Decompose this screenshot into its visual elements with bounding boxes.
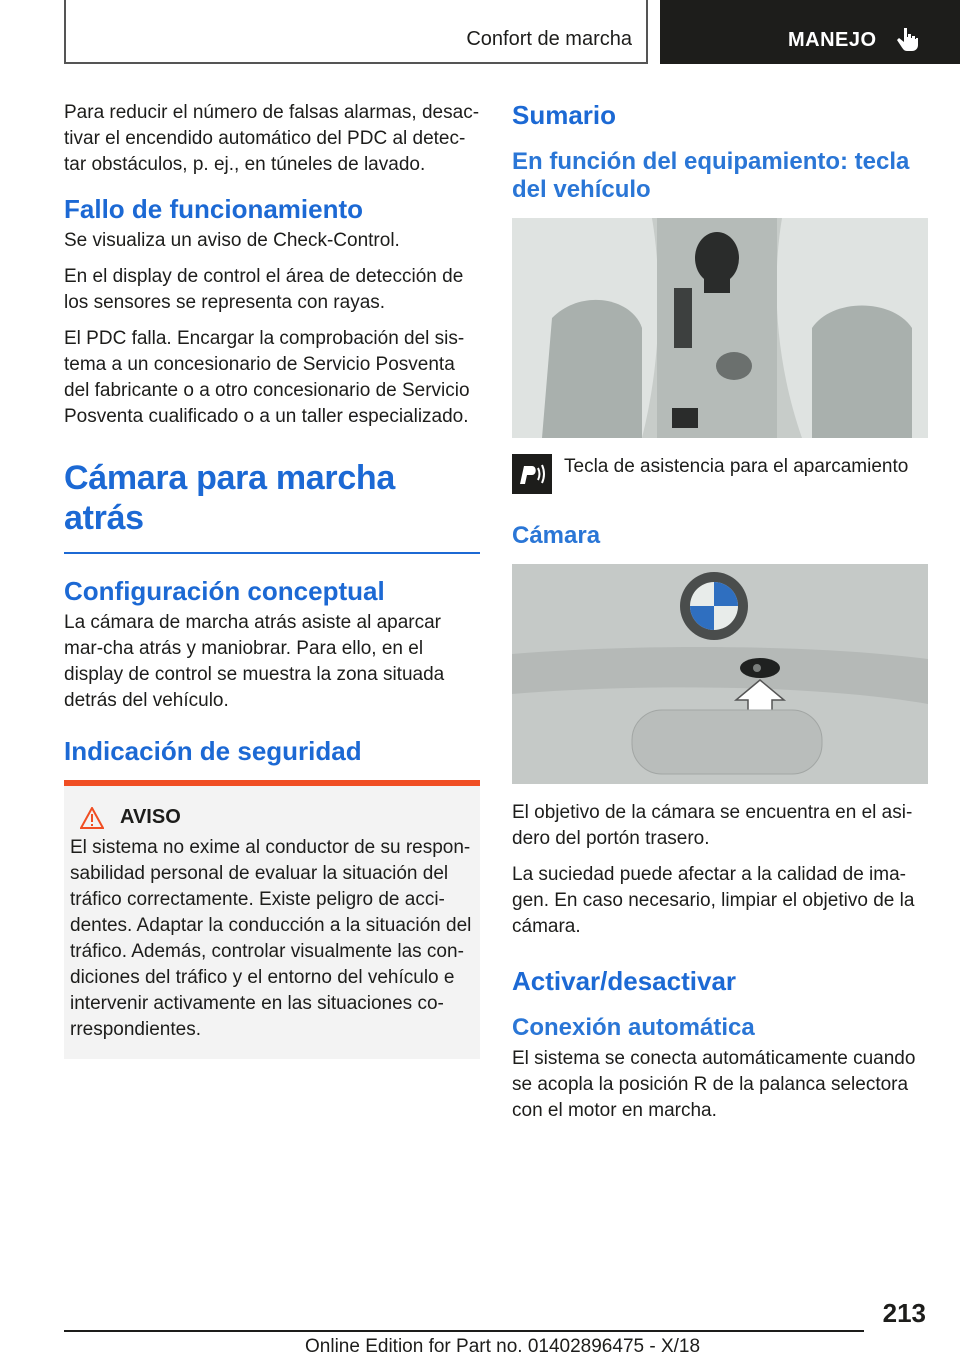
tailgate-photo: [512, 564, 928, 784]
camera-paragraph-1: El objetivo de la cámara se encuentra en el asi-dero del portón trasero.: [512, 802, 913, 849]
parking-assist-button-icon: [512, 454, 552, 494]
concept-heading: Configuración conceptual: [64, 576, 385, 606]
fault-paragraph-2: En el display de control el área de detección de los sensores se representa con rayas.: [64, 266, 464, 313]
concept-paragraph: La cámara de marcha atrás asiste al aparcar mar-cha atrás y maniobrar. Para ello, en el display de control se muestra la zona situada detrás del vehículo.: [64, 612, 445, 711]
warning-box: [64, 780, 480, 1059]
camera-chapter-heading: Cámara para marcha atrás: [64, 458, 480, 554]
warning-header: [70, 806, 472, 829]
auto-connect-heading: Conexión automática: [512, 1014, 755, 1041]
warning-triangle-icon: [80, 807, 104, 829]
tailgate-camera-illustration: [512, 564, 928, 784]
equipment-heading: En función del equipamiento: tecla del vehículo: [512, 148, 910, 203]
warning-title: AVISO: [120, 806, 181, 828]
page-number: 213: [882, 1298, 926, 1328]
chapter-title: MANEJO: [788, 29, 877, 51]
hand-pointer-icon: [896, 26, 920, 52]
footer-divider: [64, 1330, 864, 1332]
center-console-illustration: [512, 218, 928, 438]
camera-paragraph-2: La suciedad puede afectar a la calidad de ima-gen. En caso necesario, limpiar el objetivo de la cámara.: [512, 864, 915, 937]
console-photo: [512, 218, 928, 438]
warning-text: El sistema no exime al conductor de su respon-sabilidad personal de evaluar la situación del tráfico correctamente. Existe peligro de acci-dentes. Adaptar la conducción a la situación del tráfico. Además, controlar visualmente las con-diciones del tráfico y el entorno del vehículo e intervenir activamente en las situaciones co-rrespondientes.: [70, 837, 472, 1040]
fault-heading: Fallo de funcionamiento: [64, 194, 364, 224]
auto-connect-paragraph: El sistema se conecta automáticamente cuando se acopla la posición R de la palanca selectora con el motor en marcha.: [512, 1048, 916, 1121]
button-caption: [512, 454, 928, 494]
activate-heading: Activar/desactivar: [512, 966, 737, 996]
section-title: Confort de marcha: [466, 28, 632, 50]
safety-heading: Indicación de seguridad: [64, 736, 362, 766]
fault-paragraph-3: El PDC falla. Encargar la comprobación del sis-tema a un concesionario de Servicio Posventa del fabricante o a otro concesionario de Servicio Posventa cualificado o a un taller especializado.: [64, 328, 470, 427]
button-caption-text: Tecla de asistencia para el aparcamiento: [564, 456, 909, 477]
right-column: [512, 100, 928, 1134]
header-section-box: [64, 0, 648, 64]
camera-heading: Cámara: [512, 522, 601, 549]
header-chapter-box: [660, 0, 960, 64]
edition-note: Online Edition for Part no. 01402896475 - X/18: [305, 1336, 701, 1357]
fault-paragraph-1: Se visualiza un aviso de Check-Control.: [64, 230, 400, 251]
summary-heading: Sumario: [512, 100, 617, 130]
intro-paragraph: Para reducir el número de falsas alarmas, desac-tivar el encendido automático del PDC al detec-tar obstáculos, p. ej., en túneles de lavado.: [64, 102, 480, 175]
left-column: [64, 100, 480, 1059]
